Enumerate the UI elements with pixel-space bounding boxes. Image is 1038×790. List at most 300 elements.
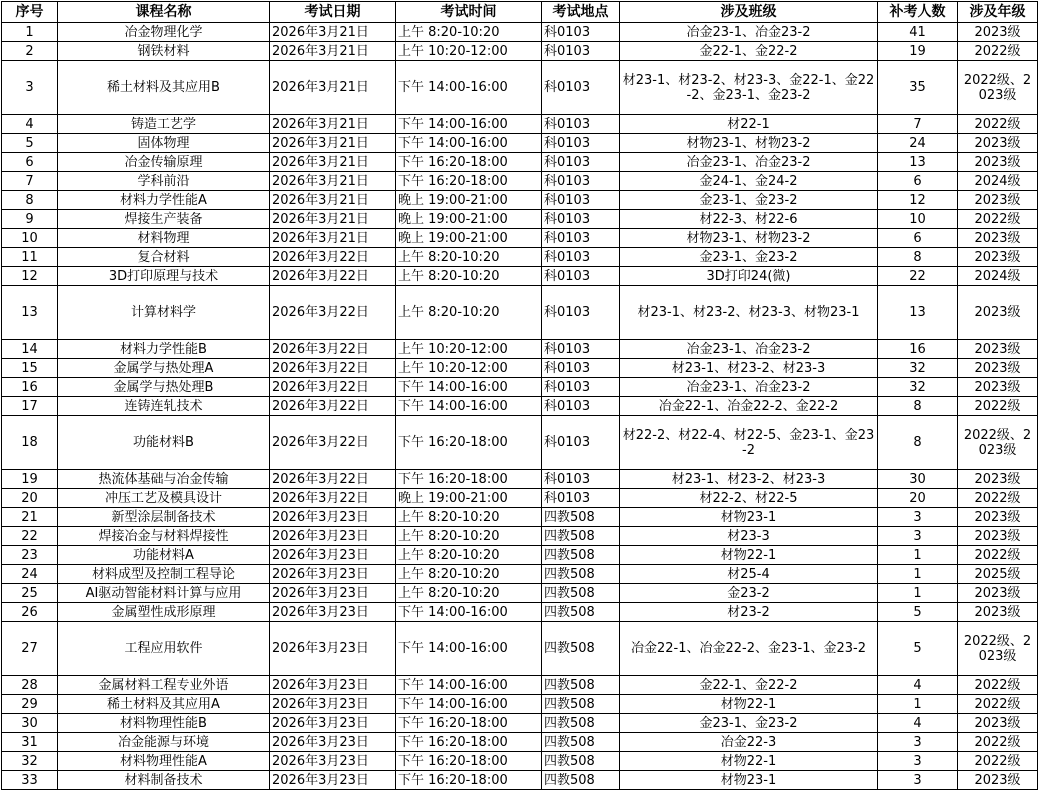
cell-location: 科0103: [542, 229, 620, 248]
table-row: [2, 229, 1038, 248]
cell-course: 材料力学性能B: [58, 340, 270, 359]
table-row: [2, 714, 1038, 733]
cell-no: 16: [2, 378, 58, 397]
cell-course: 冶金能源与环境: [58, 733, 270, 752]
cell-classes: 冶金22-1、冶金22-2、金23-1、金23-2: [620, 622, 878, 676]
cell-count: 22: [878, 267, 958, 286]
table-row: [2, 378, 1038, 397]
cell-count: 8: [878, 397, 958, 416]
cell-grade: 2023级: [958, 359, 1038, 378]
cell-course: 材料力学性能A: [58, 191, 270, 210]
cell-time: 下午 14:00-16:00: [396, 695, 542, 714]
cell-count: 24: [878, 134, 958, 153]
cell-date: 2026年3月23日: [270, 508, 396, 527]
cell-classes: 材物23-1、材物23-2: [620, 229, 878, 248]
cell-course: 冶金传输原理: [58, 153, 270, 172]
cell-date: 2026年3月22日: [270, 340, 396, 359]
cell-time: 下午 14:00-16:00: [396, 115, 542, 134]
table-row: [2, 546, 1038, 565]
table-row: [2, 676, 1038, 695]
cell-classes: 材22-2、材22-4、材22-5、金23-1、金23-2: [620, 416, 878, 470]
cell-location: 科0103: [542, 378, 620, 397]
cell-no: 26: [2, 603, 58, 622]
table-row: [2, 134, 1038, 153]
cell-no: 18: [2, 416, 58, 470]
cell-time: 上午 10:20-12:00: [396, 340, 542, 359]
cell-time: 下午 14:00-16:00: [396, 622, 542, 676]
cell-count: 1: [878, 565, 958, 584]
cell-grade: 2023级: [958, 714, 1038, 733]
cell-location: 科0103: [542, 115, 620, 134]
cell-location: 科0103: [542, 153, 620, 172]
cell-no: 20: [2, 489, 58, 508]
cell-no: 13: [2, 286, 58, 340]
cell-no: 7: [2, 172, 58, 191]
cell-no: 30: [2, 714, 58, 733]
cell-classes: 材22-3、材22-6: [620, 210, 878, 229]
cell-location: 科0103: [542, 267, 620, 286]
cell-date: 2026年3月22日: [270, 267, 396, 286]
cell-count: 13: [878, 286, 958, 340]
table-body: [2, 23, 1038, 790]
cell-grade: 2022级: [958, 397, 1038, 416]
cell-course: 学科前沿: [58, 172, 270, 191]
header-row: [2, 2, 1038, 23]
cell-classes: 材25-4: [620, 565, 878, 584]
cell-time: 下午 14:00-16:00: [396, 397, 542, 416]
cell-course: 复合材料: [58, 248, 270, 267]
cell-classes: 材物22-1: [620, 752, 878, 771]
table-row: [2, 470, 1038, 489]
header-course: 课程名称: [58, 2, 270, 23]
cell-time: 上午 8:20-10:20: [396, 286, 542, 340]
cell-location: 四教508: [542, 676, 620, 695]
cell-location: 四教508: [542, 771, 620, 790]
cell-no: 27: [2, 622, 58, 676]
cell-no: 28: [2, 676, 58, 695]
cell-date: 2026年3月23日: [270, 771, 396, 790]
exam-schedule-table: [1, 1, 1038, 790]
cell-location: 四教508: [542, 733, 620, 752]
cell-location: 科0103: [542, 210, 620, 229]
cell-grade: 2024级: [958, 172, 1038, 191]
cell-date: 2026年3月23日: [270, 565, 396, 584]
cell-no: 21: [2, 508, 58, 527]
cell-classes: 金24-1、金24-2: [620, 172, 878, 191]
cell-grade: 2022级: [958, 676, 1038, 695]
cell-course: 材料制备技术: [58, 771, 270, 790]
cell-count: 16: [878, 340, 958, 359]
cell-course: 材料物理性能A: [58, 752, 270, 771]
cell-course: 新型涂层制备技术: [58, 508, 270, 527]
cell-course: 金属塑性成形原理: [58, 603, 270, 622]
header-count: 补考人数: [878, 2, 958, 23]
cell-course: 金属学与热处理B: [58, 378, 270, 397]
cell-location: 四教508: [542, 565, 620, 584]
cell-grade: 2023级: [958, 248, 1038, 267]
cell-course: 3D打印原理与技术: [58, 267, 270, 286]
cell-count: 6: [878, 229, 958, 248]
cell-classes: 材物23-1: [620, 771, 878, 790]
cell-grade: 2023级: [958, 378, 1038, 397]
cell-grade: 2023级: [958, 470, 1038, 489]
cell-grade: 2022级: [958, 733, 1038, 752]
table-row: [2, 527, 1038, 546]
cell-course: 计算材料学: [58, 286, 270, 340]
cell-time: 上午 8:20-10:20: [396, 508, 542, 527]
table-row: [2, 359, 1038, 378]
cell-classes: 材物22-1: [620, 695, 878, 714]
cell-date: 2026年3月23日: [270, 546, 396, 565]
cell-date: 2026年3月23日: [270, 584, 396, 603]
cell-classes: 冶金23-1、冶金23-2: [620, 153, 878, 172]
cell-course: 稀土材料及其应用A: [58, 695, 270, 714]
cell-time: 晚上 19:00-21:00: [396, 191, 542, 210]
cell-count: 35: [878, 61, 958, 115]
header-grade: 涉及年级: [958, 2, 1038, 23]
cell-count: 8: [878, 248, 958, 267]
cell-date: 2026年3月22日: [270, 286, 396, 340]
cell-grade: 2023级: [958, 229, 1038, 248]
cell-no: 11: [2, 248, 58, 267]
cell-count: 13: [878, 153, 958, 172]
cell-count: 4: [878, 676, 958, 695]
cell-grade: 2023级: [958, 527, 1038, 546]
cell-location: 四教508: [542, 714, 620, 733]
table-row: [2, 248, 1038, 267]
cell-time: 下午 14:00-16:00: [396, 378, 542, 397]
cell-grade: 2023级: [958, 23, 1038, 42]
cell-count: 41: [878, 23, 958, 42]
cell-course: 功能材料B: [58, 416, 270, 470]
cell-classes: 材23-1、材23-2、材23-3、金22-1、金22-2、金23-1、金23-2: [620, 61, 878, 115]
cell-date: 2026年3月21日: [270, 134, 396, 153]
cell-count: 4: [878, 714, 958, 733]
table-row: [2, 191, 1038, 210]
cell-location: 科0103: [542, 23, 620, 42]
cell-course: 材料成型及控制工程导论: [58, 565, 270, 584]
cell-no: 2: [2, 42, 58, 61]
cell-count: 20: [878, 489, 958, 508]
header-location: 考试地点: [542, 2, 620, 23]
cell-classes: 3D打印24(微): [620, 267, 878, 286]
cell-classes: 材23-1、材23-2、材23-3: [620, 470, 878, 489]
table-row: [2, 603, 1038, 622]
cell-date: 2026年3月23日: [270, 527, 396, 546]
cell-date: 2026年3月23日: [270, 695, 396, 714]
cell-time: 上午 8:20-10:20: [396, 527, 542, 546]
cell-date: 2026年3月23日: [270, 622, 396, 676]
cell-time: 下午 16:20-18:00: [396, 733, 542, 752]
cell-date: 2026年3月22日: [270, 489, 396, 508]
cell-time: 下午 14:00-16:00: [396, 676, 542, 695]
cell-location: 四教508: [542, 622, 620, 676]
cell-date: 2026年3月21日: [270, 42, 396, 61]
cell-date: 2026年3月21日: [270, 210, 396, 229]
cell-no: 4: [2, 115, 58, 134]
cell-location: 科0103: [542, 416, 620, 470]
cell-location: 四教508: [542, 752, 620, 771]
cell-grade: 2022级: [958, 42, 1038, 61]
cell-location: 四教508: [542, 546, 620, 565]
cell-no: 6: [2, 153, 58, 172]
cell-count: 3: [878, 527, 958, 546]
cell-date: 2026年3月22日: [270, 416, 396, 470]
cell-date: 2026年3月21日: [270, 172, 396, 191]
cell-count: 3: [878, 771, 958, 790]
cell-count: 32: [878, 359, 958, 378]
cell-count: 8: [878, 416, 958, 470]
cell-classes: 材23-1、材23-2、材23-3、材物23-1: [620, 286, 878, 340]
table-row: [2, 267, 1038, 286]
cell-grade: 2022级: [958, 752, 1038, 771]
cell-classes: 金23-1、金23-2: [620, 248, 878, 267]
cell-count: 3: [878, 752, 958, 771]
cell-grade: 2023级: [958, 191, 1038, 210]
cell-grade: 2023级: [958, 603, 1038, 622]
cell-course: 钢铁材料: [58, 42, 270, 61]
cell-date: 2026年3月23日: [270, 752, 396, 771]
cell-time: 上午 8:20-10:20: [396, 23, 542, 42]
header-no: 序号: [2, 2, 58, 23]
cell-time: 上午 8:20-10:20: [396, 546, 542, 565]
table-row: [2, 61, 1038, 115]
table-row: [2, 153, 1038, 172]
header-time: 考试时间: [396, 2, 542, 23]
table-row: [2, 695, 1038, 714]
cell-location: 科0103: [542, 42, 620, 61]
cell-time: 下午 16:20-18:00: [396, 172, 542, 191]
cell-grade: 2022级、2023级: [958, 622, 1038, 676]
cell-count: 1: [878, 546, 958, 565]
cell-time: 下午 16:20-18:00: [396, 153, 542, 172]
header-classes: 涉及班级: [620, 2, 878, 23]
cell-no: 19: [2, 470, 58, 489]
cell-count: 12: [878, 191, 958, 210]
cell-classes: 金22-1、金22-2: [620, 676, 878, 695]
cell-no: 8: [2, 191, 58, 210]
cell-date: 2026年3月23日: [270, 603, 396, 622]
header-date: 考试日期: [270, 2, 396, 23]
cell-time: 上午 8:20-10:20: [396, 565, 542, 584]
cell-classes: 冶金23-1、冶金23-2: [620, 340, 878, 359]
cell-count: 10: [878, 210, 958, 229]
table-row: [2, 752, 1038, 771]
cell-classes: 冶金22-3: [620, 733, 878, 752]
table-row: [2, 508, 1038, 527]
cell-date: 2026年3月21日: [270, 23, 396, 42]
cell-course: 工程应用软件: [58, 622, 270, 676]
cell-no: 24: [2, 565, 58, 584]
cell-time: 下午 16:20-18:00: [396, 470, 542, 489]
cell-location: 科0103: [542, 489, 620, 508]
cell-no: 23: [2, 546, 58, 565]
cell-location: 科0103: [542, 397, 620, 416]
table-row: [2, 340, 1038, 359]
cell-count: 32: [878, 378, 958, 397]
cell-classes: 金23-2: [620, 584, 878, 603]
cell-no: 33: [2, 771, 58, 790]
cell-location: 科0103: [542, 470, 620, 489]
cell-classes: 金23-1、金23-2: [620, 714, 878, 733]
table-row: [2, 397, 1038, 416]
cell-no: 10: [2, 229, 58, 248]
cell-count: 3: [878, 733, 958, 752]
cell-classes: 金23-1、金23-2: [620, 191, 878, 210]
cell-course: 铸造工艺学: [58, 115, 270, 134]
cell-time: 下午 16:20-18:00: [396, 416, 542, 470]
cell-grade: 2022级: [958, 695, 1038, 714]
cell-grade: 2022级、2023级: [958, 416, 1038, 470]
cell-classes: 材22-1: [620, 115, 878, 134]
cell-location: 科0103: [542, 248, 620, 267]
table-row: [2, 286, 1038, 340]
cell-grade: 2023级: [958, 286, 1038, 340]
cell-course: 冲压工艺及模具设计: [58, 489, 270, 508]
cell-location: 科0103: [542, 134, 620, 153]
cell-course: 功能材料A: [58, 546, 270, 565]
cell-time: 上午 10:20-12:00: [396, 42, 542, 61]
cell-no: 3: [2, 61, 58, 115]
cell-time: 下午 16:20-18:00: [396, 771, 542, 790]
cell-no: 25: [2, 584, 58, 603]
cell-course: 冶金物理化学: [58, 23, 270, 42]
cell-grade: 2023级: [958, 153, 1038, 172]
cell-location: 科0103: [542, 359, 620, 378]
cell-classes: 材物23-1: [620, 508, 878, 527]
table-row: [2, 622, 1038, 676]
table-row: [2, 733, 1038, 752]
cell-course: 热流体基础与冶金传输: [58, 470, 270, 489]
cell-time: 上午 8:20-10:20: [396, 584, 542, 603]
cell-location: 四教508: [542, 695, 620, 714]
cell-course: 材料物理: [58, 229, 270, 248]
cell-date: 2026年3月21日: [270, 191, 396, 210]
table-row: [2, 210, 1038, 229]
cell-grade: 2022级: [958, 115, 1038, 134]
cell-date: 2026年3月22日: [270, 378, 396, 397]
cell-location: 科0103: [542, 61, 620, 115]
cell-grade: 2023级: [958, 771, 1038, 790]
cell-classes: 冶金22-1、冶金22-2、金22-2: [620, 397, 878, 416]
cell-classes: 材物23-1、材物23-2: [620, 134, 878, 153]
cell-time: 上午 10:20-12:00: [396, 359, 542, 378]
cell-count: 1: [878, 584, 958, 603]
cell-classes: 材23-3: [620, 527, 878, 546]
cell-location: 科0103: [542, 340, 620, 359]
cell-count: 19: [878, 42, 958, 61]
cell-classes: 材22-2、材22-5: [620, 489, 878, 508]
cell-location: 科0103: [542, 172, 620, 191]
cell-date: 2026年3月22日: [270, 359, 396, 378]
cell-location: 科0103: [542, 286, 620, 340]
table-row: [2, 416, 1038, 470]
cell-no: 22: [2, 527, 58, 546]
cell-grade: 2023级: [958, 134, 1038, 153]
cell-course: 焊接生产装备: [58, 210, 270, 229]
cell-count: 3: [878, 508, 958, 527]
cell-count: 5: [878, 622, 958, 676]
cell-time: 下午 16:20-18:00: [396, 714, 542, 733]
cell-date: 2026年3月21日: [270, 153, 396, 172]
cell-location: 四教508: [542, 508, 620, 527]
cell-date: 2026年3月23日: [270, 733, 396, 752]
table-row: [2, 115, 1038, 134]
cell-no: 17: [2, 397, 58, 416]
cell-count: 1: [878, 695, 958, 714]
cell-time: 下午 16:20-18:00: [396, 752, 542, 771]
table-row: [2, 172, 1038, 191]
cell-no: 32: [2, 752, 58, 771]
cell-course: 稀土材料及其应用B: [58, 61, 270, 115]
cell-no: 31: [2, 733, 58, 752]
cell-grade: 2022级: [958, 546, 1038, 565]
cell-time: 上午 8:20-10:20: [396, 267, 542, 286]
cell-grade: 2023级: [958, 508, 1038, 527]
cell-location: 四教508: [542, 527, 620, 546]
cell-no: 5: [2, 134, 58, 153]
cell-course: 材料物理性能B: [58, 714, 270, 733]
cell-no: 15: [2, 359, 58, 378]
cell-time: 下午 14:00-16:00: [396, 61, 542, 115]
table-row: [2, 23, 1038, 42]
cell-date: 2026年3月22日: [270, 470, 396, 489]
cell-grade: 2022级、2023级: [958, 61, 1038, 115]
cell-count: 6: [878, 172, 958, 191]
cell-classes: 冶金23-1、冶金23-2: [620, 378, 878, 397]
cell-time: 下午 14:00-16:00: [396, 134, 542, 153]
cell-date: 2026年3月22日: [270, 248, 396, 267]
cell-grade: 2023级: [958, 340, 1038, 359]
cell-course: 连铸连轧技术: [58, 397, 270, 416]
table-row: [2, 42, 1038, 61]
cell-classes: 材23-1、材23-2、材23-3: [620, 359, 878, 378]
cell-location: 科0103: [542, 191, 620, 210]
cell-location: 四教508: [542, 584, 620, 603]
cell-course: 固体物理: [58, 134, 270, 153]
cell-time: 晚上 19:00-21:00: [396, 489, 542, 508]
cell-course: AI驱动智能材料计算与应用: [58, 584, 270, 603]
cell-date: 2026年3月21日: [270, 61, 396, 115]
cell-date: 2026年3月21日: [270, 115, 396, 134]
table-row: [2, 565, 1038, 584]
cell-classes: 金22-1、金22-2: [620, 42, 878, 61]
cell-no: 1: [2, 23, 58, 42]
cell-course: 金属学与热处理A: [58, 359, 270, 378]
cell-time: 晚上 19:00-21:00: [396, 210, 542, 229]
table-row: [2, 489, 1038, 508]
cell-date: 2026年3月21日: [270, 229, 396, 248]
cell-date: 2026年3月22日: [270, 397, 396, 416]
cell-date: 2026年3月23日: [270, 676, 396, 695]
cell-grade: 2025级: [958, 565, 1038, 584]
cell-classes: 材23-2: [620, 603, 878, 622]
cell-course: 金属材料工程专业外语: [58, 676, 270, 695]
cell-grade: 2023级: [958, 584, 1038, 603]
cell-time: 下午 14:00-16:00: [396, 603, 542, 622]
cell-count: 30: [878, 470, 958, 489]
cell-date: 2026年3月23日: [270, 714, 396, 733]
cell-no: 12: [2, 267, 58, 286]
cell-classes: 冶金23-1、冶金23-2: [620, 23, 878, 42]
cell-course: 焊接冶金与材料焊接性: [58, 527, 270, 546]
cell-time: 上午 8:20-10:20: [396, 248, 542, 267]
cell-count: 5: [878, 603, 958, 622]
cell-no: 9: [2, 210, 58, 229]
cell-count: 7: [878, 115, 958, 134]
table-row: [2, 771, 1038, 790]
cell-time: 晚上 19:00-21:00: [396, 229, 542, 248]
